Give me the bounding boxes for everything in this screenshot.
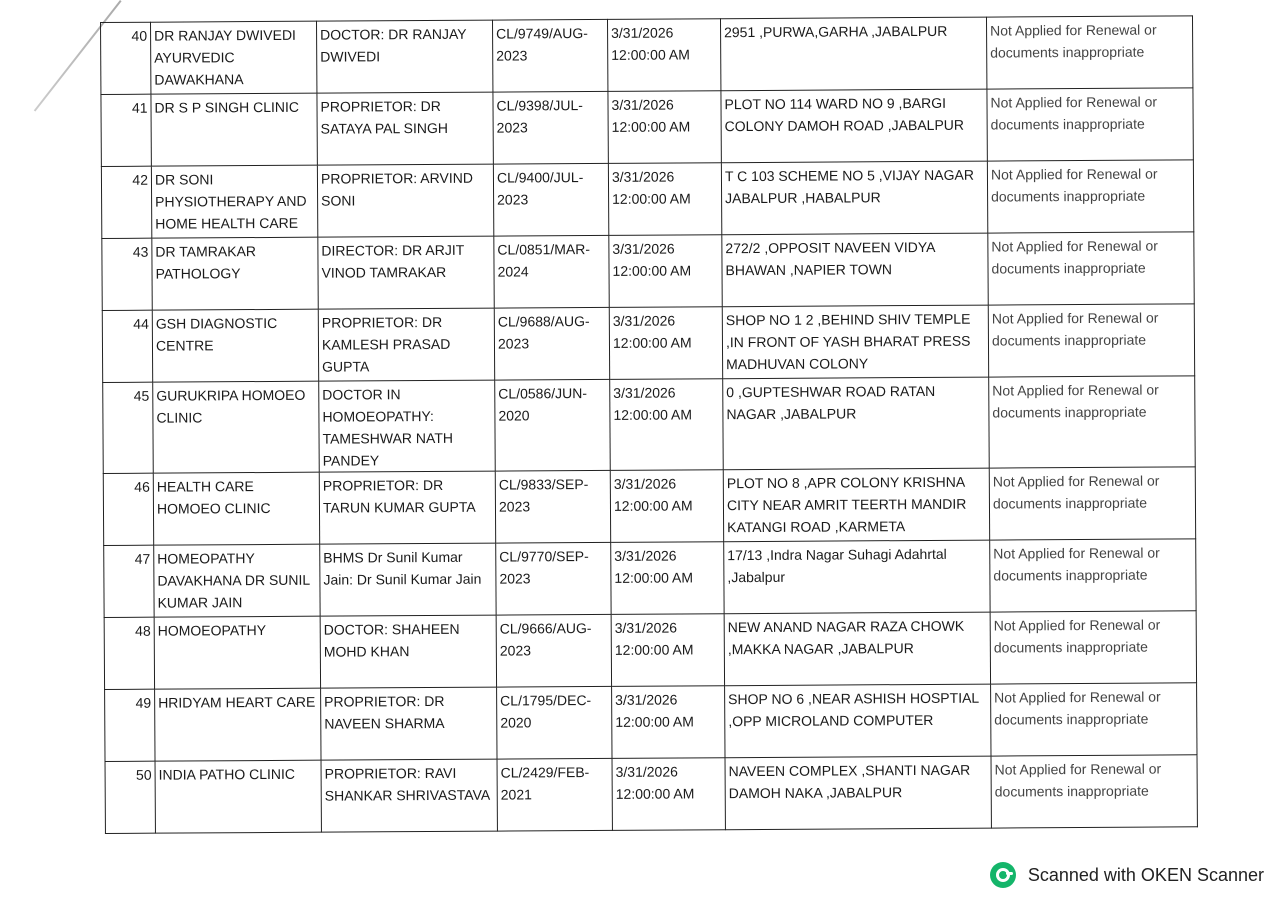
scanner-watermark (990, 862, 1264, 888)
row-number: 44 (102, 310, 152, 382)
scanner-watermark-text: Scanned with OKEN Scanner (1027, 864, 1264, 885)
proprietor-name: DOCTOR: DR RANJAY DWIVEDI (316, 20, 492, 93)
row-number: 43 (102, 238, 152, 310)
renewal-status: Not Applied for Renewal or documents inappropriate (991, 683, 1197, 756)
validity-date: 3/31/2026 12:00:00 AM (609, 307, 722, 380)
license-number: CL/9749/AUG-2023 (492, 19, 607, 92)
proprietor-name: PROPRIETOR: ARVIND SONI (317, 164, 493, 237)
renewal-status: Not Applied for Renewal or documents inappropriate (991, 755, 1197, 828)
clinic-name: DR RANJAY DWIVEDI AYURVEDIC DAWAKHANA (151, 21, 317, 94)
proprietor-name: PROPRIETOR: DR KAMLESH PRASAD GUPTA (318, 308, 494, 381)
validity-date: 3/31/2026 12:00:00 AM (611, 542, 724, 615)
renewal-status: Not Applied for Renewal or documents inappropriate (987, 160, 1193, 233)
proprietor-name: BHMS Dr Sunil Kumar Jain: Dr Sunil Kumar Jain (320, 543, 496, 616)
validity-date: 3/31/2026 12:00:00 AM (607, 19, 720, 92)
license-number: CL/9770/SEP-2023 (496, 542, 611, 615)
validity-date: 3/31/2026 12:00:00 AM (612, 758, 725, 831)
renewal-status: Not Applied for Renewal or documents inappropriate (987, 88, 1193, 161)
proprietor-name: PROPRIETOR: RAVI SHANKAR SHRIVASTAVA (321, 759, 497, 832)
clinic-address: 272/2 ,OPPOSIT NAVEEN VIDYA BHAWAN ,NAPIER TOWN (722, 233, 988, 307)
table-row (101, 16, 1193, 95)
row-number: 46 (103, 473, 153, 545)
clinic-address: 2951 ,PURWA,GARHA ,JABALPUR (720, 17, 986, 91)
clinic-name: DR TAMRAKAR PATHOLOGY (152, 237, 318, 310)
row-number: 40 (101, 22, 151, 94)
renewal-status: Not Applied for Renewal or documents inappropriate (989, 467, 1195, 540)
table-body (101, 16, 1198, 834)
table-row (101, 160, 1193, 239)
table-row (103, 376, 1196, 474)
renewal-status: Not Applied for Renewal or documents inappropriate (986, 16, 1192, 89)
clinic-name: DR SONI PHYSIOTHERAPY AND HOME HEALTH CARE (151, 165, 317, 238)
table-row (104, 611, 1196, 690)
row-number: 42 (101, 166, 151, 238)
proprietor-name: PROPRIETOR: DR TARUN KUMAR GUPTA (319, 471, 495, 544)
validity-date: 3/31/2026 12:00:00 AM (612, 686, 725, 759)
validity-date: 3/31/2026 12:00:00 AM (608, 91, 721, 164)
validity-date: 3/31/2026 12:00:00 AM (610, 379, 724, 471)
clinic-name: HOMEOPATHY DAVAKHANA DR SUNIL KUMAR JAIN (154, 544, 320, 617)
proprietor-name: PROPRIETOR: DR NAVEEN SHARMA (321, 687, 497, 760)
validity-date: 3/31/2026 12:00:00 AM (610, 470, 723, 543)
table-row (105, 755, 1197, 834)
row-number: 41 (101, 94, 151, 166)
license-number: CL/9666/AUG-2023 (496, 614, 611, 687)
proprietor-name: PROPRIETOR: DR SATAYA PAL SINGH (317, 92, 493, 165)
table-row (102, 304, 1194, 383)
table-row (104, 539, 1196, 618)
clinic-records-table (100, 15, 1198, 834)
table-row (105, 683, 1197, 762)
proprietor-name: DIRECTOR: DR ARJIT VINOD TAMRAKAR (318, 236, 494, 309)
clinic-name: GSH DIAGNOSTIC CENTRE (152, 309, 318, 382)
clinic-address: T C 103 SCHEME NO 5 ,VIJAY NAGAR JABALPUR ,HABALPUR (721, 161, 987, 235)
clinic-address: NEW ANAND NAGAR RAZA CHOWK ,MAKKA NAGAR ,JABALPUR (724, 612, 990, 686)
license-number: CL/2429/FEB-2021 (497, 758, 612, 831)
table-row (102, 232, 1194, 311)
clinic-address: PLOT NO 8 ,APR COLONY KRISHNA CITY NEAR AMRIT TEERTH MANDIR KATANGI ROAD ,KARMETA (723, 468, 989, 542)
license-number: CL/9398/JUL-2023 (493, 91, 608, 164)
validity-date: 3/31/2026 12:00:00 AM (609, 235, 722, 308)
license-number: CL/0851/MAR-2024 (494, 235, 609, 308)
clinic-name: DR S P SINGH CLINIC (151, 93, 317, 166)
clinic-name: HEALTH CARE HOMOEO CLINIC (153, 472, 319, 545)
renewal-status: Not Applied for Renewal or documents inappropriate (988, 304, 1194, 377)
proprietor-name: DOCTOR IN HOMOEOPATHY: TAMESHWAR NATH PANDEY (319, 380, 496, 472)
renewal-status: Not Applied for Renewal or documents inappropriate (990, 539, 1196, 612)
clinic-address: 17/13 ,Indra Nagar Suhagi Adahrtal ,Jabalpur (724, 540, 990, 614)
clinic-name: HOMOEOPATHY (154, 616, 320, 689)
row-number: 49 (105, 689, 155, 761)
clinic-address: PLOT NO 114 WARD NO 9 ,BARGI COLONY DAMOH ROAD ,JABALPUR (721, 89, 987, 163)
license-number: CL/9688/AUG-2023 (494, 307, 609, 380)
clinic-name: GURUKRIPA HOMOEO CLINIC (153, 381, 320, 473)
license-number: CL/0586/JUN-2020 (495, 379, 611, 471)
table-row (103, 467, 1195, 546)
validity-date: 3/31/2026 12:00:00 AM (611, 614, 724, 687)
license-number: CL/9400/JUL-2023 (493, 163, 608, 236)
clinic-address: SHOP NO 6 ,NEAR ASHISH HOSPTIAL ,OPP MICROLAND COMPUTER (725, 684, 991, 758)
renewal-status: Not Applied for Renewal or documents inappropriate (989, 376, 1196, 468)
row-number: 48 (104, 617, 154, 689)
clinic-name: HRIDYAM HEART CARE (155, 688, 321, 761)
clinic-name: INDIA PATHO CLINIC (155, 760, 321, 833)
clinic-address: 0 ,GUPTESHWAR ROAD RATAN NAGAR ,JABALPUR (723, 377, 990, 470)
table-row (101, 88, 1193, 167)
renewal-status: Not Applied for Renewal or documents inappropriate (990, 611, 1196, 684)
clinic-address: NAVEEN COMPLEX ,SHANTI NAGAR DAMOH NAKA ,JABALPUR (725, 756, 991, 830)
row-number: 50 (105, 761, 155, 833)
row-number: 45 (103, 382, 154, 473)
license-number: CL/1795/DEC-2020 (497, 686, 612, 759)
renewal-status: Not Applied for Renewal or documents inappropriate (988, 232, 1194, 305)
clinic-address: SHOP NO 1 2 ,BEHIND SHIV TEMPLE ,IN FRONT OF YASH BHARAT PRESS MADHUVAN COLONY (722, 305, 988, 379)
proprietor-name: DOCTOR: SHAHEEN MOHD KHAN (320, 615, 496, 688)
license-number: CL/9833/SEP-2023 (495, 470, 610, 543)
oken-scanner-logo-icon (990, 862, 1016, 888)
validity-date: 3/31/2026 12:00:00 AM (608, 163, 721, 236)
row-number: 47 (104, 545, 154, 617)
